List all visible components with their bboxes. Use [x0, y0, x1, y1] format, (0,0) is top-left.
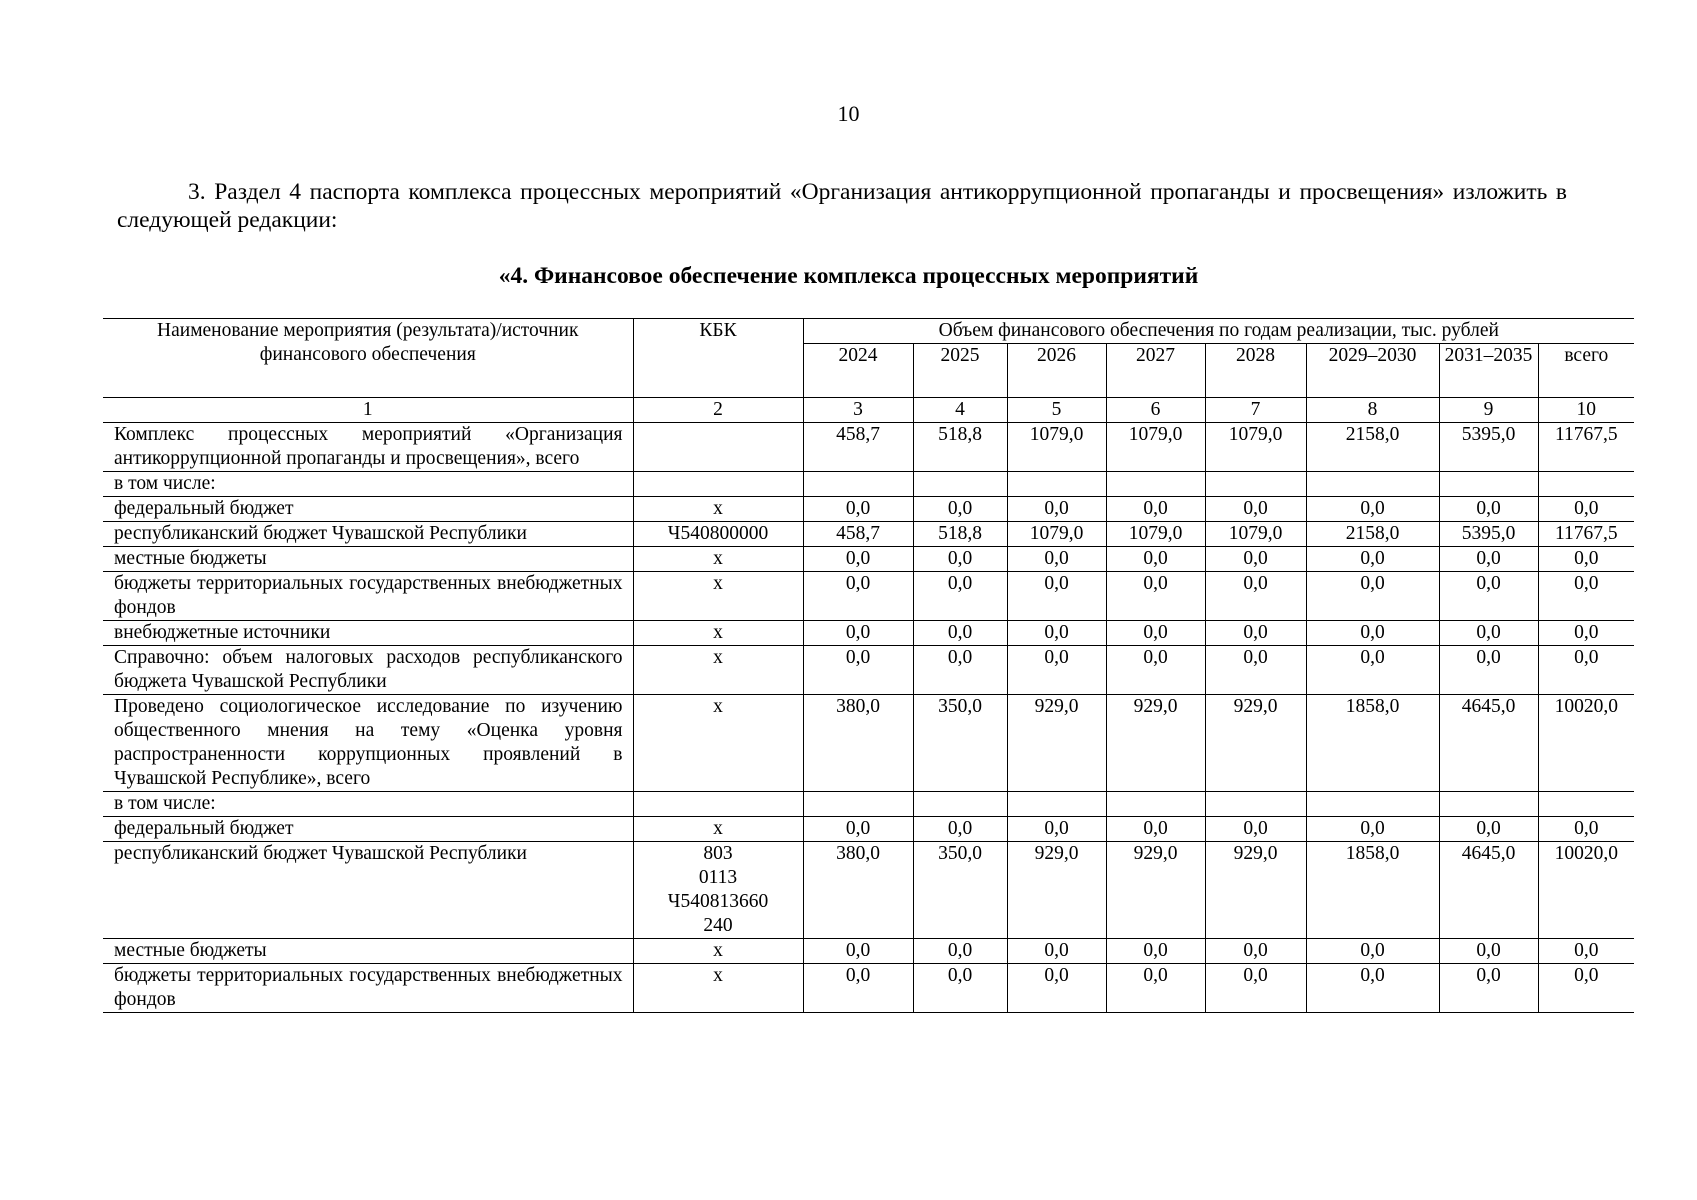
row-kbk	[633, 472, 803, 497]
row-value: 0,0	[1007, 646, 1106, 695]
row-value: 0,0	[1106, 646, 1205, 695]
row-value: 0,0	[1439, 817, 1538, 842]
row-value: 1079,0	[1205, 522, 1306, 547]
row-value: 2158,0	[1306, 423, 1439, 472]
row-value: 0,0	[1538, 646, 1634, 695]
row-value	[1538, 792, 1634, 817]
row-value	[1538, 472, 1634, 497]
table-row	[103, 817, 1634, 842]
row-name: Комплекс процессных мероприятий «Организация антикоррупционной пропаганды и просвещения», всего	[103, 423, 633, 472]
row-value: 0,0	[913, 547, 1007, 572]
row-value: 0,0	[803, 964, 913, 1013]
header-kbk: КБК	[633, 319, 803, 398]
header-name: Наименование мероприятия (результата)/источник финансового обеспечения	[103, 319, 633, 398]
row-value: 0,0	[1439, 547, 1538, 572]
row-value	[913, 792, 1007, 817]
row-kbk: х	[633, 964, 803, 1013]
index-cell: 10	[1538, 398, 1634, 423]
row-value	[1007, 472, 1106, 497]
table-row	[103, 572, 1634, 621]
row-value: 0,0	[1538, 817, 1634, 842]
index-cell: 5	[1007, 398, 1106, 423]
index-cell: 4	[913, 398, 1007, 423]
table-body	[103, 398, 1634, 1013]
section-title: «4. Финансовое обеспечение комплекса процессных мероприятий	[498, 263, 1199, 289]
row-value: 0,0	[1538, 939, 1634, 964]
row-name: федеральный бюджет	[103, 497, 633, 522]
row-value: 0,0	[1538, 572, 1634, 621]
row-value: 0,0	[803, 497, 913, 522]
row-value: 350,0	[913, 842, 1007, 939]
row-value: 0,0	[1205, 939, 1306, 964]
row-value: 0,0	[1007, 621, 1106, 646]
index-cell: 6	[1106, 398, 1205, 423]
row-value: 0,0	[913, 939, 1007, 964]
row-value	[803, 792, 913, 817]
row-value: 0,0	[1205, 817, 1306, 842]
row-value	[1007, 792, 1106, 817]
header-total: всего	[1538, 344, 1634, 398]
row-value	[913, 472, 1007, 497]
row-value: 0,0	[1007, 964, 1106, 1013]
row-value	[1306, 472, 1439, 497]
table-row	[103, 547, 1634, 572]
row-kbk: х	[633, 497, 803, 522]
header-year: 2031–2035	[1439, 344, 1538, 398]
row-name: в том числе:	[103, 472, 633, 497]
row-value: 1079,0	[1106, 423, 1205, 472]
row-value: 380,0	[803, 842, 913, 939]
row-value: 4645,0	[1439, 695, 1538, 792]
row-value: 0,0	[1205, 964, 1306, 1013]
header-year: 2027	[1106, 344, 1205, 398]
row-value: 11767,5	[1538, 423, 1634, 472]
table-row	[103, 964, 1634, 1013]
row-value: 0,0	[803, 572, 913, 621]
row-value: 0,0	[1439, 964, 1538, 1013]
index-row	[103, 398, 1634, 423]
row-name: бюджеты территориальных государственных внебюджетных фондов	[103, 572, 633, 621]
row-value: 1858,0	[1306, 695, 1439, 792]
row-value: 929,0	[1205, 842, 1306, 939]
row-value: 0,0	[1538, 497, 1634, 522]
row-name: республиканский бюджет Чувашской Республики	[103, 842, 633, 939]
row-value: 0,0	[913, 572, 1007, 621]
row-value: 929,0	[1007, 695, 1106, 792]
row-value: 458,7	[803, 423, 913, 472]
row-value: 0,0	[1306, 621, 1439, 646]
row-value	[1205, 792, 1306, 817]
table-row	[103, 646, 1634, 695]
row-value: 929,0	[1007, 842, 1106, 939]
row-name: бюджеты территориальных государственных внебюджетных фондов	[103, 964, 633, 1013]
row-value: 0,0	[803, 817, 913, 842]
row-value: 0,0	[1106, 817, 1205, 842]
index-cell: 1	[103, 398, 633, 423]
row-name: Проведено социологическое исследование по изучению общественного мнения на тему «Оценка уровня распространенности коррупционных проявлений в Чувашской Республике», всего	[103, 695, 633, 792]
row-value: 0,0	[913, 621, 1007, 646]
row-value: 5395,0	[1439, 423, 1538, 472]
header-year: 2029–2030	[1306, 344, 1439, 398]
row-kbk: х	[633, 646, 803, 695]
row-value: 1858,0	[1306, 842, 1439, 939]
row-kbk: 803 0113 Ч540813660 240	[633, 842, 803, 939]
row-value	[1106, 472, 1205, 497]
row-kbk	[633, 792, 803, 817]
row-value: 0,0	[1538, 621, 1634, 646]
table-row	[103, 621, 1634, 646]
table-row	[103, 472, 1634, 497]
index-cell: 9	[1439, 398, 1538, 423]
row-name: федеральный бюджет	[103, 817, 633, 842]
row-value	[1439, 472, 1538, 497]
row-value: 0,0	[1306, 817, 1439, 842]
row-value: 0,0	[1106, 572, 1205, 621]
row-value: 929,0	[1106, 695, 1205, 792]
row-kbk: х	[633, 547, 803, 572]
index-cell: 3	[803, 398, 913, 423]
row-value: 0,0	[1306, 497, 1439, 522]
row-value	[1106, 792, 1205, 817]
row-value: 0,0	[1439, 939, 1538, 964]
row-value: 4645,0	[1439, 842, 1538, 939]
row-value: 1079,0	[1007, 522, 1106, 547]
row-value: 0,0	[1106, 547, 1205, 572]
row-value	[1439, 792, 1538, 817]
table-row	[103, 522, 1634, 547]
row-value: 10020,0	[1538, 842, 1634, 939]
row-value: 1079,0	[1007, 423, 1106, 472]
intro-paragraph: 3. Раздел 4 паспорта комплекса процессных мероприятий «Организация антикоррупционной пропаганды и просвещения» изложить в следующей редакции:	[117, 179, 1567, 233]
header-year: 2024	[803, 344, 913, 398]
row-value: 350,0	[913, 695, 1007, 792]
row-value: 0,0	[1306, 572, 1439, 621]
row-value: 518,8	[913, 423, 1007, 472]
row-value: 0,0	[1306, 547, 1439, 572]
row-value: 0,0	[1306, 646, 1439, 695]
header-year: 2028	[1205, 344, 1306, 398]
row-value: 0,0	[1007, 939, 1106, 964]
row-value: 0,0	[1439, 646, 1538, 695]
row-value: 0,0	[1205, 497, 1306, 522]
row-kbk: х	[633, 817, 803, 842]
row-value: 0,0	[913, 497, 1007, 522]
table-row	[103, 695, 1634, 792]
table-row	[103, 792, 1634, 817]
row-value: 0,0	[803, 547, 913, 572]
row-name: республиканский бюджет Чувашской Республики	[103, 522, 633, 547]
row-name: Справочно: объем налоговых расходов республиканского бюджета Чувашской Республики	[103, 646, 633, 695]
index-cell: 2	[633, 398, 803, 423]
row-kbk: х	[633, 939, 803, 964]
row-value: 2158,0	[1306, 522, 1439, 547]
row-value: 0,0	[1205, 572, 1306, 621]
row-name: внебюджетные источники	[103, 621, 633, 646]
row-value: 0,0	[1205, 621, 1306, 646]
financing-table	[103, 318, 1634, 1013]
row-kbk: Ч540800000	[633, 522, 803, 547]
index-cell: 8	[1306, 398, 1439, 423]
row-value: 0,0	[1007, 547, 1106, 572]
row-value: 5395,0	[1439, 522, 1538, 547]
row-value	[803, 472, 913, 497]
row-kbk: х	[633, 695, 803, 792]
row-value: 0,0	[1007, 817, 1106, 842]
row-value	[1306, 792, 1439, 817]
row-value: 0,0	[1106, 964, 1205, 1013]
row-value: 0,0	[1306, 939, 1439, 964]
row-name: в том числе:	[103, 792, 633, 817]
row-value: 0,0	[1306, 964, 1439, 1013]
row-value: 0,0	[803, 939, 913, 964]
row-value: 0,0	[1538, 547, 1634, 572]
row-value: 1079,0	[1106, 522, 1205, 547]
row-name: местные бюджеты	[103, 547, 633, 572]
row-value: 0,0	[913, 817, 1007, 842]
row-value: 11767,5	[1538, 522, 1634, 547]
row-value: 518,8	[913, 522, 1007, 547]
row-value: 929,0	[1205, 695, 1306, 792]
row-kbk: х	[633, 572, 803, 621]
row-value: 0,0	[1538, 964, 1634, 1013]
row-value: 0,0	[1439, 572, 1538, 621]
header-year: 2026	[1007, 344, 1106, 398]
row-value: 0,0	[1106, 621, 1205, 646]
row-value: 0,0	[913, 646, 1007, 695]
row-kbk: х	[633, 621, 803, 646]
table-row	[103, 423, 1634, 472]
row-value: 380,0	[803, 695, 913, 792]
row-value	[1205, 472, 1306, 497]
header-year: 2025	[913, 344, 1007, 398]
row-value: 0,0	[1439, 621, 1538, 646]
row-value: 0,0	[913, 964, 1007, 1013]
table-row	[103, 497, 1634, 522]
row-value: 10020,0	[1538, 695, 1634, 792]
row-name: местные бюджеты	[103, 939, 633, 964]
page-number: 10	[837, 101, 860, 126]
row-value: 1079,0	[1205, 423, 1306, 472]
row-value: 929,0	[1106, 842, 1205, 939]
index-cell: 7	[1205, 398, 1306, 423]
row-kbk	[633, 423, 803, 472]
row-value: 0,0	[803, 646, 913, 695]
row-value: 0,0	[1007, 572, 1106, 621]
header-volume: Объем финансового обеспечения по годам реализации, тыс. рублей	[803, 319, 1634, 344]
row-value: 458,7	[803, 522, 913, 547]
row-value: 0,0	[1205, 547, 1306, 572]
row-value: 0,0	[803, 621, 913, 646]
row-value: 0,0	[1106, 497, 1205, 522]
row-value: 0,0	[1439, 497, 1538, 522]
table-row	[103, 939, 1634, 964]
row-value: 0,0	[1205, 646, 1306, 695]
row-value: 0,0	[1007, 497, 1106, 522]
table-row	[103, 842, 1634, 939]
row-value: 0,0	[1106, 939, 1205, 964]
